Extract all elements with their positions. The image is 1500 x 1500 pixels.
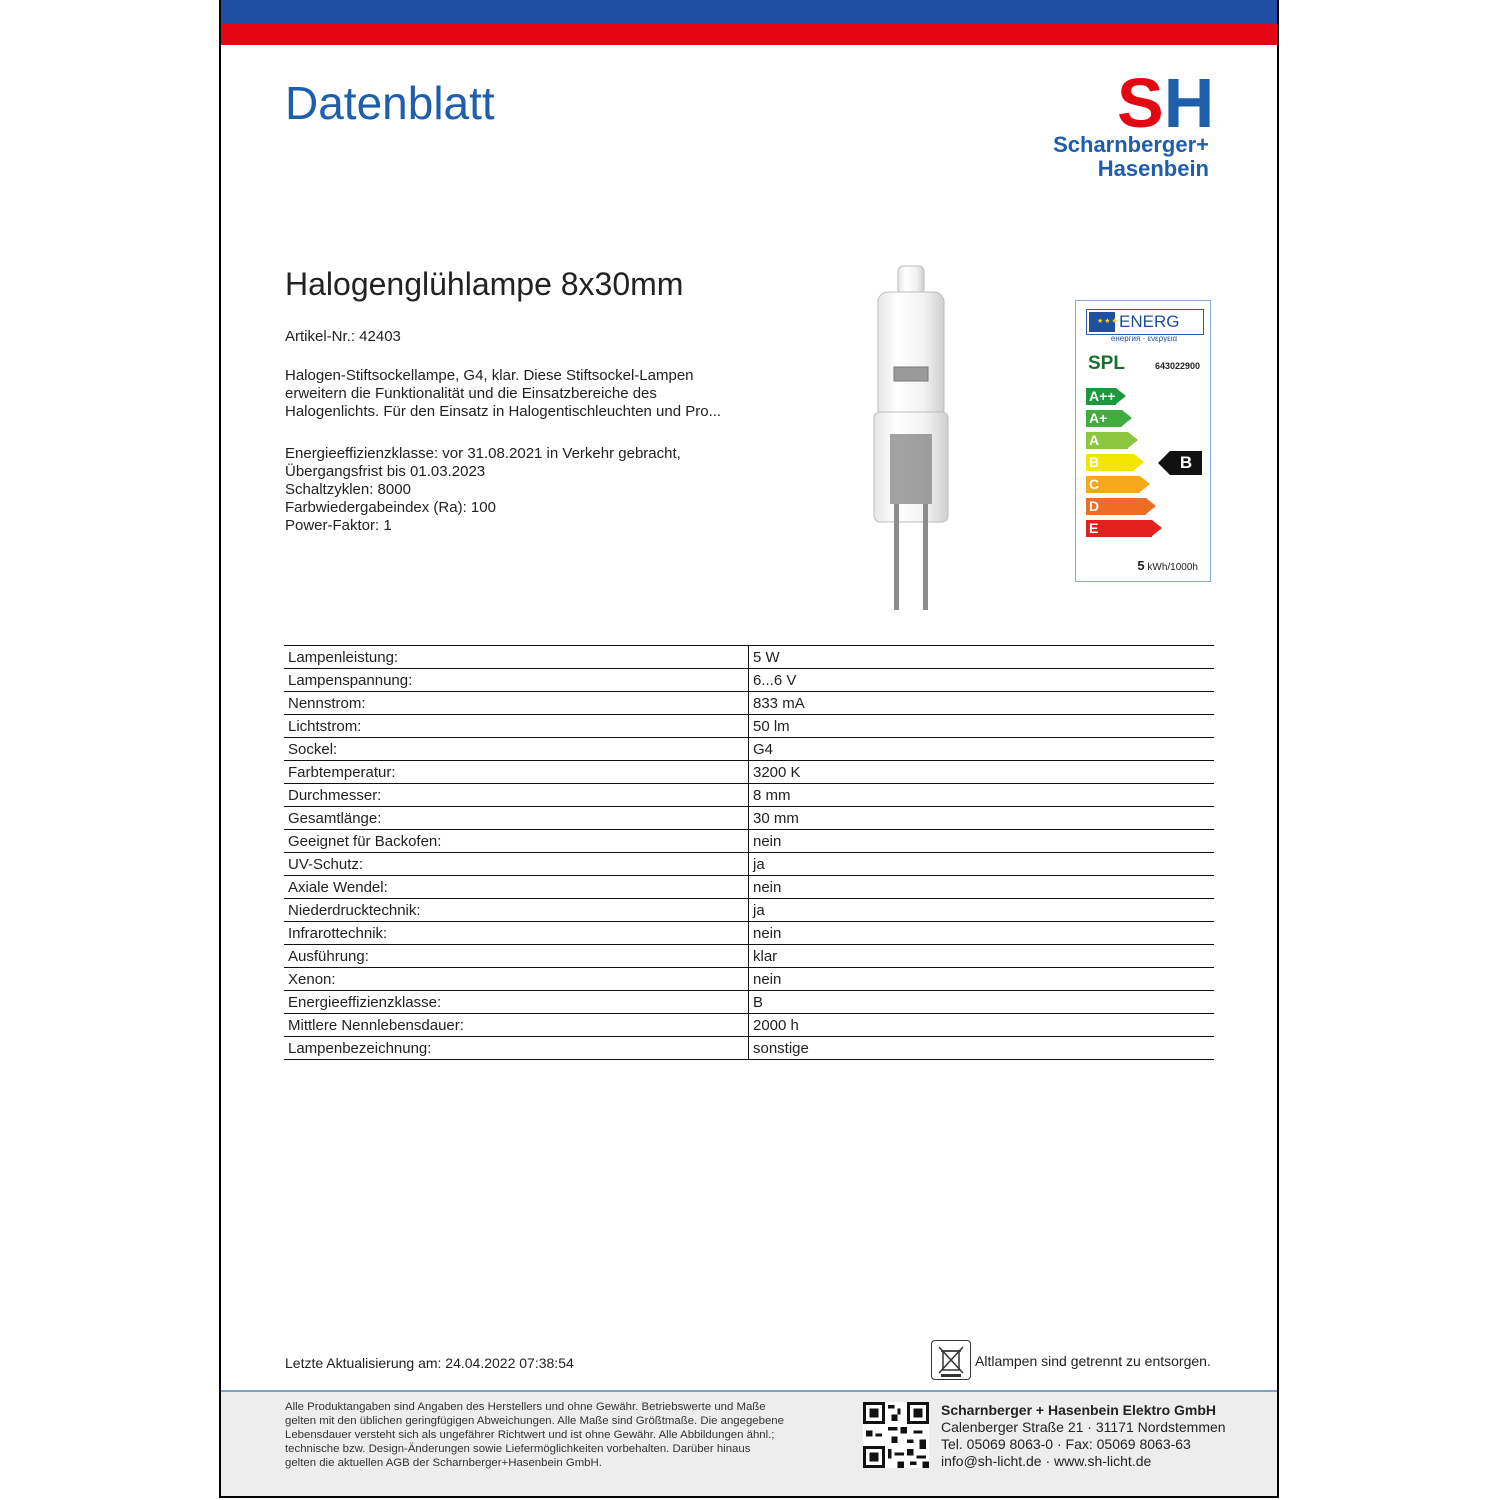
spec-value: 8 mm (749, 784, 1215, 807)
spec-table (284, 645, 1214, 1060)
disclaimer-line: Alle Produktangaben sind Angaben des Herstellers und ohne Gewähr. Betriebswerte und Maße (285, 1401, 766, 1413)
logo-mark: SH (1117, 64, 1215, 142)
spec-value: nein (749, 830, 1215, 853)
table-row (284, 1014, 1214, 1037)
description-line: Halogenlichts. Für den Einsatz in Halogentischleuchten und Pro... (285, 403, 722, 420)
table-row (284, 899, 1214, 922)
spec-key: Infrarottechnik: (284, 922, 749, 945)
energy-class-bar: B (1086, 454, 1134, 471)
table-row (284, 692, 1214, 715)
top-stripe-red (221, 24, 1277, 45)
energy-class-bar: D (1086, 498, 1146, 515)
spec-line: Schaltzyklen: 8000 (285, 481, 411, 498)
disclaimer-line: gelten mit den üblichen geringfügigen Abweichungen. Alle Maße sind Größtmaße. Die angegebene (285, 1415, 784, 1427)
energy-label (1075, 300, 1211, 582)
datasheet-page (219, 0, 1279, 1498)
disclaimer-line: gelten die aktuellen AGB der Scharnberger+Hasenbein GmbH. (285, 1457, 602, 1469)
spec-key: Lampenspannung: (284, 669, 749, 692)
weee-bin-icon (931, 1340, 971, 1380)
table-row (284, 968, 1214, 991)
spec-value: 30 mm (749, 807, 1215, 830)
energy-class-bar: E (1086, 520, 1152, 537)
spec-value: nein (749, 876, 1215, 899)
spec-key: Lichtstrom: (284, 715, 749, 738)
spec-value: 3200 K (749, 761, 1215, 784)
table-row (284, 830, 1214, 853)
logo-text-line1: Scharnberger+ (1053, 132, 1209, 157)
spec-key: Mittlere Nennlebensdauer: (284, 1014, 749, 1037)
spec-key: Gesamtlänge: (284, 807, 749, 830)
energy-rating-marker: B (1170, 451, 1202, 475)
spec-key: Energieeffizienzklasse: (284, 991, 749, 1014)
logo-text-line2: Hasenbein (1097, 156, 1209, 181)
table-row (284, 922, 1214, 945)
description-line: Halogen-Stiftsockellampe, G4, klar. Diese Stiftsockel-Lampen (285, 367, 694, 384)
spec-key: Xenon: (284, 968, 749, 991)
spec-key: Geeignet für Backofen: (284, 830, 749, 853)
legal-disclaimer (285, 1400, 845, 1470)
spec-value: ja (749, 899, 1215, 922)
description-line: erweitern die Funktionalität und die Einsatzbereiche des (285, 385, 657, 402)
spec-key: Sockel: (284, 738, 749, 761)
spec-value: 833 mA (749, 692, 1215, 715)
company-contact: info@sh-licht.de · www.sh-licht.de (941, 1453, 1152, 1469)
spec-key: Lampenleistung: (284, 646, 749, 669)
spec-value: sonstige (749, 1037, 1215, 1060)
energy-kwh-unit: kWh/1000h (1147, 562, 1198, 573)
document-title: Datenblatt (285, 77, 495, 129)
eu-flag-icon: ★★★ (1089, 312, 1115, 332)
spec-key: Axiale Wendel: (284, 876, 749, 899)
spec-value: klar (749, 945, 1215, 968)
table-row (284, 853, 1214, 876)
lamp-image (856, 262, 966, 614)
table-row (284, 807, 1214, 830)
company-name: Scharnberger + Hasenbein Elektro GmbH (941, 1402, 1217, 1418)
spec-key: Niederdrucktechnik: (284, 899, 749, 922)
company-phone: Tel. 05069 8063-0 · Fax: 05069 8063-63 (941, 1436, 1191, 1452)
spec-value: B (749, 991, 1215, 1014)
spec-value: 2000 h (749, 1014, 1215, 1037)
table-row (284, 784, 1214, 807)
table-row (284, 715, 1214, 738)
energy-kwh-value: 5 (1137, 558, 1145, 573)
product-specs (285, 445, 681, 535)
spec-value: 50 lm (749, 715, 1215, 738)
company-address: Calenberger Straße 21 · 31171 Nordstemmen (941, 1419, 1226, 1435)
spec-key: Farbtemperatur: (284, 761, 749, 784)
energy-label-energ: ENERG (1119, 312, 1180, 331)
energy-label-supplier: SPL (1088, 353, 1125, 374)
energy-label-code: 643022900 (1154, 361, 1200, 371)
top-stripe-blue (221, 0, 1277, 24)
table-row (284, 1037, 1214, 1060)
energy-label-header (1086, 309, 1204, 335)
spec-key: Ausführung: (284, 945, 749, 968)
spec-key: UV-Schutz: (284, 853, 749, 876)
energy-class-bar: A++ (1086, 388, 1116, 405)
spec-value: 6...6 V (749, 669, 1215, 692)
table-row (284, 945, 1214, 968)
table-row (284, 991, 1214, 1014)
company-info (941, 1402, 1226, 1470)
spec-key: Nennstrom: (284, 692, 749, 715)
spec-key: Lampenbezeichnung: (284, 1037, 749, 1060)
product-description (285, 367, 805, 421)
table-row (284, 738, 1214, 761)
table-row (284, 646, 1214, 669)
spec-line: Power-Faktor: 1 (285, 517, 392, 534)
qr-code-icon (863, 1402, 929, 1468)
spec-line: Übergangsfrist bis 01.03.2023 (285, 463, 486, 480)
table-row (284, 669, 1214, 692)
spec-value: ja (749, 853, 1215, 876)
energy-consumption (1137, 558, 1198, 573)
disclaimer-line: Lebensdauer versteht sich als ungefährer Richtwert und ist ohne Gewähr. Alle Abbildungen ähnl.; (285, 1429, 775, 1441)
spec-table-body (284, 646, 1214, 1060)
spec-key: Durchmesser: (284, 784, 749, 807)
disclaimer-line: technische bzw. Design-Änderungen sowie Liefermöglichkeiten vorbehalten. Darüber hinaus (285, 1443, 751, 1455)
table-row (284, 876, 1214, 899)
energy-class-bar: A+ (1086, 410, 1122, 427)
energy-class-bar: C (1086, 476, 1140, 493)
spec-value: nein (749, 968, 1215, 991)
table-row (284, 761, 1214, 784)
spec-value: 5 W (749, 646, 1215, 669)
spec-value: nein (749, 922, 1215, 945)
weee-note: Altlampen sind getrennt zu entsorgen. (975, 1353, 1211, 1369)
article-number: Artikel-Nr.: 42403 (285, 328, 401, 345)
energy-label-subline: енергия · ενεργεια (1110, 334, 1178, 343)
energy-class-bar: A (1086, 432, 1128, 449)
product-name: Halogenglühlampe 8x30mm (285, 266, 684, 302)
company-logo (979, 64, 1219, 184)
spec-line: Farbwiedergabeindex (Ra): 100 (285, 499, 496, 516)
spec-value: G4 (749, 738, 1215, 761)
spec-line: Energieeffizienzklasse: vor 31.08.2021 in Verkehr gebracht, (285, 445, 681, 462)
last-updated: Letzte Aktualisierung am: 24.04.2022 07:38:54 (285, 1355, 574, 1371)
